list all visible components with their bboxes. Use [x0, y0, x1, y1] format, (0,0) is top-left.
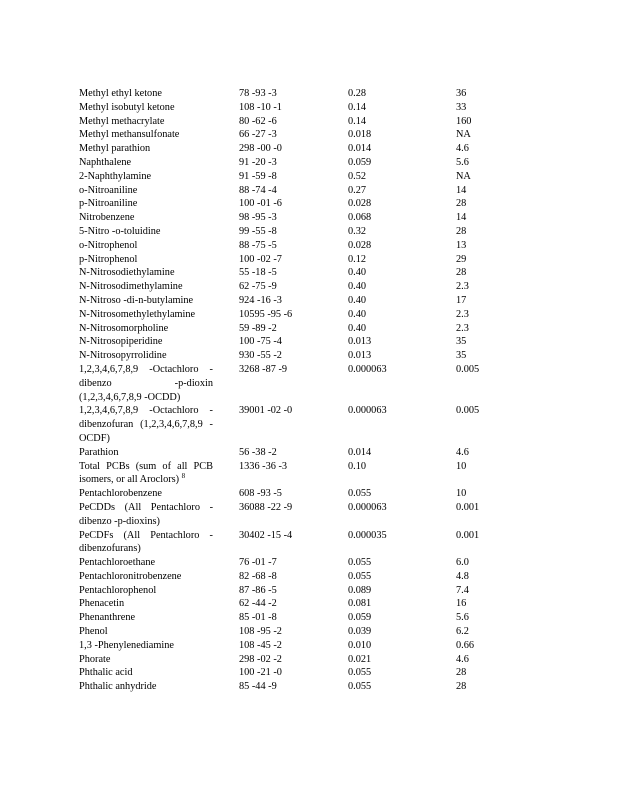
table-row — [79, 156, 499, 170]
table-row — [79, 211, 499, 225]
constituent-name: Methyl isobutyl ketone — [79, 101, 175, 113]
cas-number: 62 -44 -2 — [239, 598, 277, 610]
table-row — [79, 322, 499, 336]
cas-number: 85 -01 -8 — [239, 612, 277, 624]
nonwastewater-standard: 14 — [456, 184, 467, 196]
nonwastewater-standard: 2.3 — [456, 322, 469, 334]
wastewater-standard: 0.055 — [348, 488, 372, 500]
constituent-name: Methyl methansulfonate — [79, 129, 180, 141]
nonwastewater-standard: 13 — [456, 239, 467, 251]
cas-number: 87 -86 -5 — [239, 584, 277, 596]
constituent-name: N-Nitrosodimethylamine — [79, 281, 183, 293]
nonwastewater-standard: 14 — [456, 212, 467, 224]
constituent-name: 2-Naphthylamine — [79, 170, 152, 182]
nonwastewater-standard: 28 — [456, 681, 467, 693]
nonwastewater-standard: 6.0 — [456, 557, 469, 569]
nonwastewater-standard: 29 — [456, 253, 467, 265]
wastewater-standard: 0.055 — [348, 667, 372, 679]
wastewater-standard: 0.27 — [348, 184, 367, 196]
cas-number: 91 -20 -3 — [239, 156, 277, 168]
constituent-name: Phenanthrene — [79, 612, 136, 624]
cas-number: 85 -44 -9 — [239, 681, 277, 693]
cas-number: 10595 -95 -6 — [239, 308, 293, 320]
constituent-name: 1,2,3,4,6,7,8,9 -Octachloro - dibenzo -p-dioxin (1,2,3,4,6,7,8,9 -OCDD) — [79, 363, 213, 403]
wastewater-standard: 0.40 — [348, 267, 367, 279]
table-row — [79, 639, 499, 653]
wastewater-standard: 0.013 — [348, 350, 372, 362]
cas-number: 3268 -87 -9 — [239, 363, 288, 375]
constituent-name: Phorate — [79, 653, 111, 665]
nonwastewater-standard: 35 — [456, 350, 467, 362]
table-row — [79, 597, 499, 611]
wastewater-standard: 0.013 — [348, 336, 372, 348]
cas-number: 100 -02 -7 — [239, 253, 282, 265]
wastewater-standard: 0.40 — [348, 322, 367, 334]
cas-number: 80 -62 -6 — [239, 115, 277, 127]
cas-number: 100 -21 -0 — [239, 667, 282, 679]
constituent-name: Pentachloronitrobenzene — [79, 570, 182, 582]
cas-number: 298 -02 -2 — [239, 653, 282, 665]
cas-number: 39001 -02 -0 — [239, 405, 293, 417]
cas-number: 76 -01 -7 — [239, 557, 277, 569]
cas-number: 924 -16 -3 — [239, 294, 282, 306]
table-row — [79, 666, 499, 680]
table-row — [79, 115, 499, 129]
table-row — [79, 570, 499, 584]
wastewater-standard: 0.089 — [348, 584, 372, 596]
wastewater-standard: 0.018 — [348, 129, 372, 141]
table-row — [79, 460, 499, 488]
nonwastewater-standard: 7.4 — [456, 584, 469, 596]
constituent-name: N-Nitrosopiperidine — [79, 336, 163, 348]
table-row — [79, 611, 499, 625]
table-row — [79, 653, 499, 667]
table-row — [79, 87, 499, 101]
table-row — [79, 266, 499, 280]
nonwastewater-standard: 5.6 — [456, 612, 469, 624]
table-row — [79, 487, 499, 501]
table-row — [79, 349, 499, 363]
table-row — [79, 556, 499, 570]
wastewater-standard: 0.10 — [348, 460, 367, 472]
wastewater-standard: 0.000063 — [348, 405, 387, 417]
cas-number: 99 -55 -8 — [239, 225, 277, 237]
wastewater-standard: 0.000063 — [348, 363, 387, 375]
cas-number: 78 -93 -3 — [239, 88, 277, 99]
constituent-name: N-Nitrosomorpholine — [79, 322, 169, 334]
constituent-name: 5-Nitro -o-toluidine — [79, 225, 161, 237]
nonwastewater-standard: NA — [456, 170, 471, 182]
wastewater-standard: 0.40 — [348, 308, 367, 320]
constituent-name: PeCDFs (All Pentachloro - dibenzofurans) — [79, 529, 213, 555]
nonwastewater-standard: 2.3 — [456, 308, 469, 320]
nonwastewater-standard: 4.6 — [456, 653, 469, 665]
nonwastewater-standard: 28 — [456, 198, 467, 210]
table-row — [79, 197, 499, 211]
table-row — [79, 363, 499, 404]
table-row — [79, 584, 499, 598]
cas-number: 1336 -36 -3 — [239, 460, 288, 472]
nonwastewater-standard: 2.3 — [456, 281, 469, 293]
cas-number: 59 -89 -2 — [239, 322, 277, 334]
nonwastewater-standard: 0.66 — [456, 639, 475, 651]
table-row — [79, 446, 499, 460]
constituent-name: Pentachlorophenol — [79, 584, 157, 596]
cas-number: 100 -01 -6 — [239, 198, 282, 210]
constituent-name: Total PCBs (sum of all PCB isomers, or all Aroclors) $^8$ — [79, 460, 213, 486]
wastewater-standard: 0.081 — [348, 598, 372, 610]
wastewater-standard: 0.021 — [348, 653, 372, 665]
wastewater-standard: 0.055 — [348, 570, 372, 582]
nonwastewater-standard: 160 — [456, 115, 472, 127]
nonwastewater-standard: 4.6 — [456, 446, 469, 458]
wastewater-standard: 0.010 — [348, 639, 372, 651]
constituent-name: Naphthalene — [79, 156, 132, 168]
table-row — [79, 239, 499, 253]
nonwastewater-standard: 10 — [456, 460, 467, 472]
constituent-name: 1,3 -Phenylenediamine — [79, 639, 174, 651]
wastewater-standard: 0.40 — [348, 294, 367, 306]
cas-number: 108 -95 -2 — [239, 626, 282, 638]
constituent-name: N-Nitroso -di-n-butylamine — [79, 294, 194, 306]
constituent-name: o-Nitrophenol — [79, 239, 138, 251]
wastewater-standard: 0.028 — [348, 239, 372, 251]
constituent-name: Parathion — [79, 446, 119, 458]
constituent-name: PeCDDs (All Pentachloro - dibenzo -p-dioxins) — [79, 501, 213, 527]
nonwastewater-standard: 16 — [456, 598, 467, 610]
cas-number: 55 -18 -5 — [239, 267, 277, 279]
constituent-name: N-Nitrosopyrrolidine — [79, 350, 167, 362]
wastewater-standard: 0.028 — [348, 198, 372, 210]
table-row — [79, 101, 499, 115]
nonwastewater-standard: 28 — [456, 225, 467, 237]
cas-number: 82 -68 -8 — [239, 570, 277, 582]
wastewater-standard: 0.14 — [348, 115, 367, 127]
wastewater-standard: 0.000063 — [348, 501, 387, 513]
wastewater-standard: 0.014 — [348, 143, 372, 155]
nonwastewater-standard: 36 — [456, 88, 467, 99]
table-row — [79, 680, 499, 694]
constituent-name: Phenacetin — [79, 598, 125, 610]
cas-number: 608 -93 -5 — [239, 488, 282, 500]
cas-number: 108 -45 -2 — [239, 639, 282, 651]
cas-number: 36088 -22 -9 — [239, 501, 293, 513]
constituent-name: Nitrobenzene — [79, 212, 135, 224]
nonwastewater-standard: 0.005 — [456, 405, 480, 417]
nonwastewater-standard: 5.6 — [456, 156, 469, 168]
wastewater-standard: 0.14 — [348, 101, 367, 113]
nonwastewater-standard: 33 — [456, 101, 467, 113]
wastewater-standard: 0.059 — [348, 612, 372, 624]
constituent-name: 1,2,3,4,6,7,8,9 -Octachloro - dibenzofuran (1,2,3,4,6,7,8,9 - OCDF) — [79, 405, 213, 444]
wastewater-standard: 0.068 — [348, 212, 372, 224]
nonwastewater-standard: 17 — [456, 294, 467, 306]
table-row — [79, 335, 499, 349]
cas-number: 930 -55 -2 — [239, 350, 282, 362]
nonwastewater-standard: NA — [456, 129, 471, 141]
constituent-name: p-Nitrophenol — [79, 253, 138, 265]
wastewater-standard: 0.12 — [348, 253, 367, 265]
wastewater-standard: 0.059 — [348, 156, 372, 168]
wastewater-standard: 0.055 — [348, 557, 372, 569]
nonwastewater-standard: 0.001 — [456, 529, 480, 541]
cas-number: 108 -10 -1 — [239, 101, 282, 113]
constituent-name: o-Nitroaniline — [79, 184, 138, 196]
cas-number: 298 -00 -0 — [239, 143, 282, 155]
table-row — [79, 225, 499, 239]
constituent-name: Phthalic anhydride — [79, 681, 157, 693]
footnote-marker: 8 — [181, 472, 186, 481]
constituent-name: Phenol — [79, 626, 108, 638]
wastewater-standard: 0.055 — [348, 681, 372, 693]
constituent-name: p-Nitroaniline — [79, 198, 138, 210]
cas-number: 91 -59 -8 — [239, 170, 277, 182]
table-row — [79, 184, 499, 198]
table-row — [79, 253, 499, 267]
constituent-name: Pentachlorobenzene — [79, 488, 162, 500]
cas-number: 98 -95 -3 — [239, 212, 277, 224]
wastewater-standard: 0.52 — [348, 170, 367, 182]
wastewater-standard: 0.039 — [348, 626, 372, 638]
cas-number: 66 -27 -3 — [239, 129, 277, 141]
constituent-name: Methyl parathion — [79, 143, 151, 155]
nonwastewater-standard: 0.001 — [456, 501, 480, 513]
table-row — [79, 308, 499, 322]
nonwastewater-standard: 28 — [456, 267, 467, 279]
cas-number: 88 -74 -4 — [239, 184, 277, 196]
table-row — [79, 625, 499, 639]
table-row — [79, 529, 499, 557]
table-row — [79, 280, 499, 294]
nonwastewater-standard: 4.6 — [456, 143, 469, 155]
nonwastewater-standard: 28 — [456, 667, 467, 679]
wastewater-standard: 0.40 — [348, 281, 367, 293]
table-row — [79, 128, 499, 142]
wastewater-standard: 0.000035 — [348, 529, 387, 541]
constituent-name: N-Nitrosomethylethylamine — [79, 308, 196, 320]
table-row — [79, 404, 499, 445]
table-row — [79, 294, 499, 308]
constituent-name: Methyl methacrylate — [79, 115, 165, 127]
nonwastewater-standard: 4.8 — [456, 570, 469, 582]
cas-number: 56 -38 -2 — [239, 446, 277, 458]
nonwastewater-standard: 6.2 — [456, 626, 469, 638]
constituent-table — [79, 87, 499, 694]
cas-number: 30402 -15 -4 — [239, 529, 293, 541]
constituent-name: Pentachloroethane — [79, 557, 156, 569]
cas-number: 62 -75 -9 — [239, 281, 277, 293]
cas-number: 88 -75 -5 — [239, 239, 277, 251]
constituent-name: Methyl ethyl ketone — [79, 88, 162, 99]
table-row — [79, 501, 499, 529]
wastewater-standard: 0.28 — [348, 88, 367, 99]
constituent-name: N-Nitrosodiethylamine — [79, 267, 175, 279]
table-row — [79, 170, 499, 184]
nonwastewater-standard: 35 — [456, 336, 467, 348]
table-row — [79, 142, 499, 156]
wastewater-standard: 0.014 — [348, 446, 372, 458]
wastewater-standard: 0.32 — [348, 225, 367, 237]
nonwastewater-standard: 10 — [456, 488, 467, 500]
cas-number: 100 -75 -4 — [239, 336, 282, 348]
nonwastewater-standard: 0.005 — [456, 363, 480, 375]
constituent-name: Phthalic acid — [79, 667, 133, 679]
